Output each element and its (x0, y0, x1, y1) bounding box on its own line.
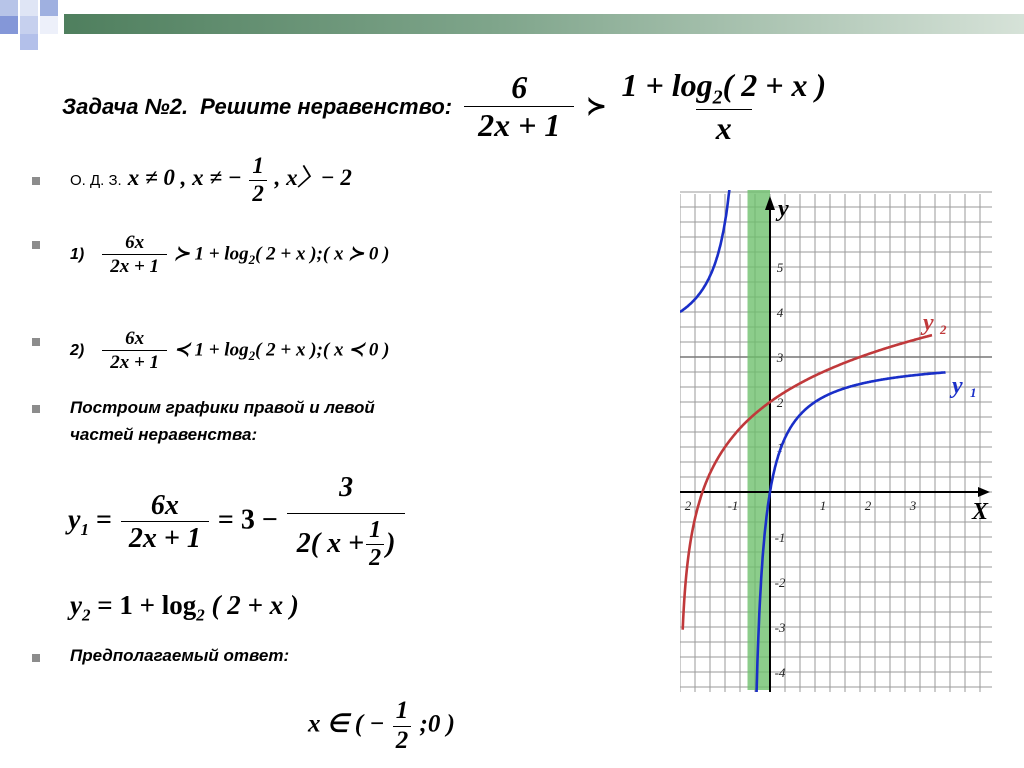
y2-equation: $y_2 = 1 + \log_2$ ( 2 + x ) (70, 590, 299, 625)
grid-lines (680, 192, 992, 692)
y-tick-label: 4 (776, 305, 784, 320)
y-tick-label: 1 (776, 440, 784, 455)
title-lhs-fraction: $\frac{6}{2x + 1}$ (464, 71, 574, 142)
case2-math: $\frac{6x}{2x + 1}$ ≺ $1 + \log_2$( 2 + x );( x ≺ 0 ) (100, 329, 389, 373)
y-axis-label: y (778, 196, 789, 222)
banner-square-5 (20, 16, 38, 34)
y-tick-label: 2 (776, 395, 784, 410)
banner-square-2 (20, 0, 38, 16)
title-label: Задача №2. (62, 94, 189, 119)
x-tick-label: 1 (819, 498, 827, 513)
banner-gradient (64, 14, 1024, 34)
y1-curve-label: y (952, 373, 963, 399)
bullet-answer (32, 654, 40, 662)
y-tick-label: 3 (776, 350, 784, 365)
y-tick-label: -1 (774, 530, 786, 545)
y-tick-label: 5 (776, 260, 784, 275)
x-tick-label: 2 (864, 498, 872, 513)
case1-math: $\frac{6x}{2x + 1}$ ≻ $1 + \log_2$( 2 + x );( x ≻ 0 ) (100, 233, 389, 277)
y2-curve-label: y (923, 310, 934, 336)
y1-second-fraction: 3 2( x + $\frac{1}{2}$ ) (287, 473, 406, 571)
x-tick-label: 2 (684, 498, 692, 513)
y-tick-label: -3 (774, 620, 786, 635)
x-axis-label: X (972, 499, 989, 525)
title-inequality: $\frac{6}{2x + 1}$ ≻ $\frac{1 + \log_2( 2 + x )}{x}$ (462, 69, 831, 146)
title-rhs-fraction: $\frac{1 + \log_2( 2 + x )}{x}$ (621, 66, 827, 146)
answer-label: Предполагаемый ответ: (70, 646, 290, 665)
bullet-plot (32, 405, 40, 413)
top-banner (0, 0, 1024, 34)
bullet-case1 (32, 241, 40, 249)
y-tick-label: -2 (774, 575, 786, 590)
graph-labels (775, 196, 989, 525)
case2-line (70, 318, 389, 384)
y-tick-label: -4 (774, 665, 786, 680)
slide-title (62, 62, 831, 152)
case1-label: 1) (70, 246, 85, 263)
curves (680, 190, 946, 692)
x-axis-arrow (978, 487, 990, 497)
answer-math: x ∈ ( − $\frac{1}{2}$ ;0 ) (308, 697, 455, 754)
banner-square-1 (0, 0, 18, 16)
x-tick-label: -1 (727, 498, 739, 513)
banner-square-4 (0, 16, 18, 34)
bullet-case2 (32, 338, 40, 346)
plot-text-line2: частей неравенства: (70, 425, 258, 444)
tick-labels (685, 260, 917, 680)
y1-equation: $y_1$ = $\frac{6x}{2x + 1}$ = 3 − 3 2( x + $\frac{1}{2}$ ) (68, 462, 407, 582)
banner-square-6 (40, 16, 58, 34)
odz-label: О. Д. З. (70, 171, 122, 189)
case1-line (70, 222, 389, 288)
banner-square-3 (40, 0, 58, 16)
plot-text-line1: Построим графики правой и левой (70, 398, 375, 417)
bullet-odz (32, 177, 40, 185)
y2-curve-label-sub: 2 (940, 322, 947, 337)
case2-label: 2) (70, 342, 85, 359)
y1-curve-label-sub: 1 (970, 385, 977, 400)
y1-curve-left-branch (680, 190, 730, 312)
odz-line (70, 144, 352, 216)
x-tick-label: 3 (909, 498, 917, 513)
title-text: Решите неравенство: (200, 94, 453, 119)
banner-square-7 (20, 34, 38, 50)
y2-curve (683, 335, 932, 630)
function-graph (680, 190, 992, 692)
odz-math: x ≠ 0 , x ≠ − $\frac{1}{2}$ , x〉− 2 (127, 153, 352, 206)
